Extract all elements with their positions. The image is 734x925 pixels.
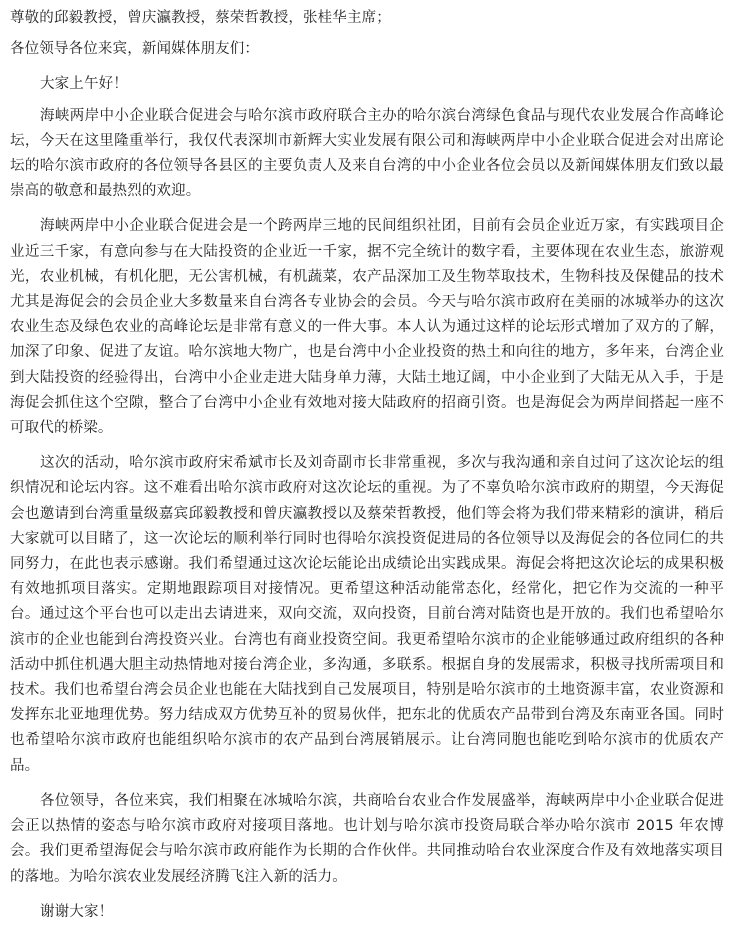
- salutation-audience: 各位领导各位来宾，新闻媒体朋友们：: [10, 41, 260, 58]
- paragraph-conclusion: 各位领导，各位来宾，我们相聚在冰城哈尔滨，共商哈台农业合作发展盛举，海峡两岸中小企业联合促进会正以热情的姿态与哈尔滨市政府对接项目落地。也计划与哈尔滨市投资局联合举办哈尔滨市 2015 年农博会。我们更希望海促会与哈尔滨市政府能作为长期的合作伙伴。共同推动哈台农业深度合作及有效地落实项目的落地。为哈尔滨农业发展经济腾飞注入新的活力。: [10, 792, 724, 885]
- paragraph-association-intro: 海峡两岸中小企业联合促进会是一个跨两岸三地的民间组织社团，目前有会员企业近万家，有实践项目企业近三千家，有意向参与在大陆投资的企业近一千家，据不完全统计的数字看，主要体现在农业生态，旅游观光，农业机械，有机化肥，无公害机械，有机蔬菜，农产品深加工及生物萃取技术，生物科技及保健品的技术尤其是海促会的会员企业大多数量来自台湾各专业协会的会员。今天与哈尔滨市政府在美丽的冰城举办的这次农业生态及绿色农业的高峰论坛是非常有意义的一件大事。本人认为通过这样的论坛形式增加了双方的了解，加深了印象、促进了友谊。哈尔滨地大物广，也是台湾中小企业投资的热土和向往的地方，多年来，台湾企业到大陆投资的经验得出，台湾中小企业走进大陆身单力薄，大陆土地辽阔，中小企业到了大陆无从入手，于是海促会抓住这个空隙，整合了台湾中小企业有效地对接大陆政府的招商引资。也是海促会为两岸间搭起一座不可取代的桥梁。: [10, 218, 724, 437]
- paragraph-forum-activity: 这次的活动，哈尔滨市政府宋希斌市长及刘奇副市长非常重视，多次与我沟通和亲自过问了这次论坛的组织情况和论坛内容。这不难看出哈尔滨市政府对这次论坛的重视。为了不辜负哈尔滨市政府的期望，今天海促会也邀请到台湾重量级嘉宾邱毅教授和曾庆瀛教授以及蔡荣哲教授，他们等会将为我们带来精彩的演讲，稍后大家就可以目睹了，这一次论坛的顺利举行同时也得哈尔滨投资促进局的各位领导以及海促会的各位同仁的共同努力，在此也表示感谢。我们希望通过这次论坛能论出成绩论出实践成果。海促会将把这次论坛的成果积极有效地抓项目落实。定期地跟踪项目对接情况。更希望这种活动能常态化，经常化，把它作为交流的一种平台。通过这个平台也可以走出去请进来，双向交流，双向投资，目前台湾对陆资也是开放的。我们也希望哈尔滨市的企业也能到台湾投资兴业。台湾也有商业投资空间。我更希望哈尔滨市的企业能够通过政府组织的各种活动中抓住机遇大胆主动热情地对接台湾企业，多沟通，多联系。根据自身的发展需求，积极寻找所需项目和技术。我们也希望台湾会员企业也能在大陆找到自己发展项目，特别是哈尔滨市的土地资源丰富，农业资源和发挥东北亚地理优势。努力结成双方优势互补的贸易伙伴，把东北的优质农产品带到台湾及东南亚各国。同时也希望哈尔滨市政府也能组织哈尔滨市的农产品到台湾展销展示。让台湾同胞也能吃到哈尔滨市的优质农产品。: [10, 455, 724, 774]
- greeting: 大家上午好！: [40, 76, 128, 93]
- paragraph-opening: 海峡两岸中小企业联合促进会与哈尔滨市政府联合主办的哈尔滨台湾绿色食品与现代农业发展合作高峰论坛，今天在这里隆重举行，我仅代表深圳市新辉大实业发展有限公司和海峡两岸中小企业联合促进会对出席论坛的哈尔滨市政府的各位领导各县区的主要负责人及来自台湾的中小企业各位会员以及新闻媒体朋友们致以最崇高的敬意和最热烈的欢迎。: [10, 107, 724, 200]
- salutation-guests: 尊敬的邱毅教授，曾庆瀛教授，蔡荣哲教授，张桂华主席；: [10, 10, 391, 26]
- closing-thanks: 谢谢大家！: [40, 903, 114, 920]
